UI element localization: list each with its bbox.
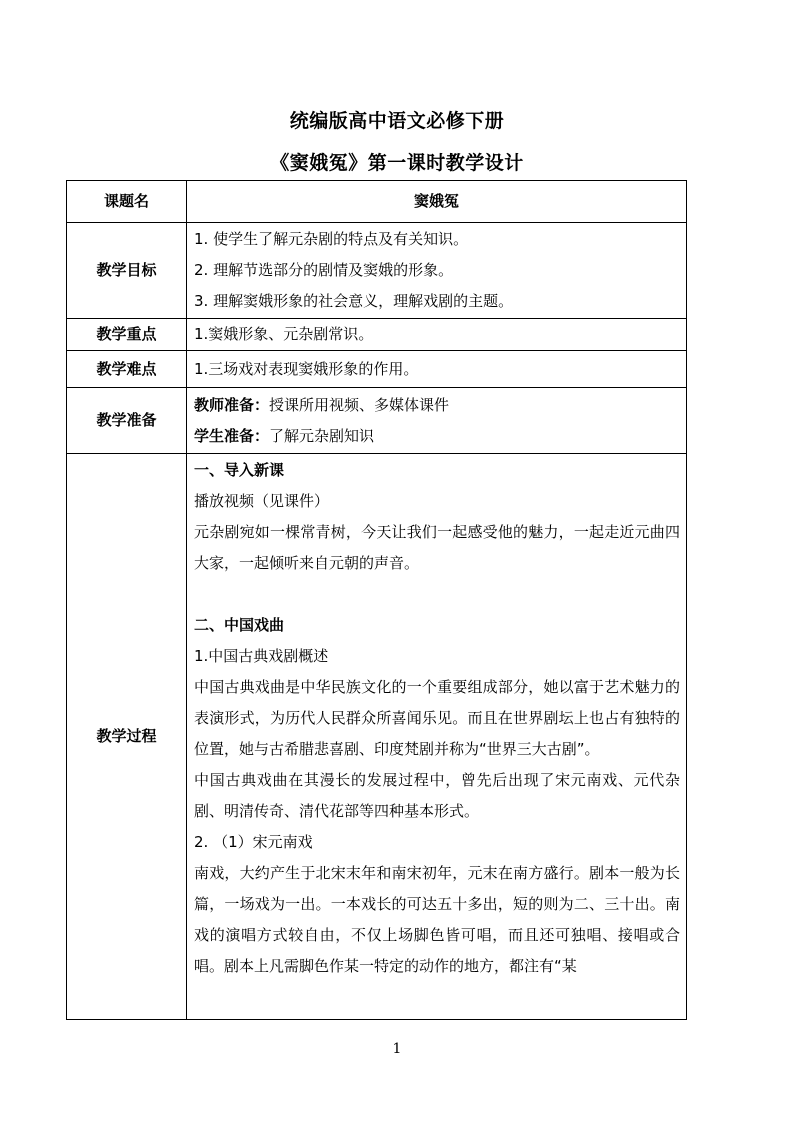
teacher-preparation-label: 教师准备：: [194, 395, 270, 414]
document-title: 统编版高中语文必修下册: [289, 110, 505, 132]
blank-line: [194, 579, 680, 610]
topic-value: 窦娥冤: [187, 181, 687, 223]
student-preparation-label: 学生准备：: [194, 426, 270, 445]
key-points-value: 1.窦娥形象、元杂剧常识。: [187, 319, 687, 351]
goals-content: [187, 223, 687, 319]
process-content: [187, 454, 687, 1020]
subsection1-paragraph2: 中国古典戏曲在其漫长的发展过程中，曾先后出现了宋元南戏、元代杂剧、明清传奇、清代花部等四种基本形式。: [194, 771, 680, 820]
section2-heading: 二、中国戏曲: [194, 616, 285, 634]
goal-item: 3. 理解窦娥形象的社会意义，理解戏剧的主题。: [194, 292, 514, 310]
subsection1-title: 1.中国古典戏剧概述: [194, 647, 329, 665]
subsection2-paragraph: 南戏，大约产生于北宋末年和南宋初年，元末在南方盛行。剧本一般为长篇，一场戏为一出。一本戏长的可达五十多出，短的则为二、三十出。南戏的演唱方式较自由，不仅上场脚色皆可唱，而且还可独唱、接唱或合唱。剧本上凡需脚色作某一特定的动作的地方，都注有“某: [194, 864, 680, 975]
subsection1-paragraph1: 中国古典戏曲是中华民族文化的一个重要组成部分，她以富于艺术魅力的表演形式，为历代人民群众所喜闻乐见。而且在世界剧坛上也占有独特的位置，她与古希腊悲喜剧、印度梵剧并称为“世界三大古剧”。: [194, 678, 680, 758]
section1-paragraph: 元杂剧宛如一棵常青树，今天让我们一起感受他的魅力，一起走近元曲四大家，一起倾听来自元朝的声音。: [194, 523, 680, 572]
table-row-difficulties: [67, 351, 687, 388]
page-number: 1: [392, 1041, 402, 1057]
lesson-plan-table: [66, 180, 687, 1020]
student-preparation-value: 了解元杂剧知识: [269, 426, 375, 445]
teacher-preparation-value: 授课所用视频、多媒体课件: [269, 395, 450, 414]
difficulties-value: 1.三场戏对表现窦娥形象的作用。: [187, 351, 687, 388]
goal-item: 2. 理解节选部分的剧情及窦娥的形象。: [194, 261, 454, 279]
student-preparation: [194, 421, 680, 452]
section1-heading: 一、导入新课: [194, 461, 285, 479]
topic-label: 课题名: [67, 181, 187, 223]
goal-item: 1. 使学生了解元杂剧的特点及有关知识。: [194, 230, 469, 248]
section1-line: 播放视频（见课件）: [194, 492, 330, 510]
table-row-topic: [67, 181, 687, 223]
table-row-key-points: [67, 319, 687, 351]
preparation-content: [187, 388, 687, 454]
teacher-preparation: [194, 390, 680, 421]
key-points-label: 教学重点: [67, 319, 187, 351]
table-row-goals: [67, 223, 687, 319]
subsection2-title: 2. （1）宋元南戏: [194, 833, 313, 851]
preparation-label: 教学准备: [67, 388, 187, 454]
goals-label: 教学目标: [67, 223, 187, 319]
table-row-preparation: [67, 388, 687, 454]
difficulties-label: 教学难点: [67, 351, 187, 388]
table-row-process: [67, 454, 687, 1020]
process-label: 教学过程: [67, 454, 187, 1020]
document-subtitle: 《窦娥冤》第一课时教学设计: [270, 152, 524, 174]
